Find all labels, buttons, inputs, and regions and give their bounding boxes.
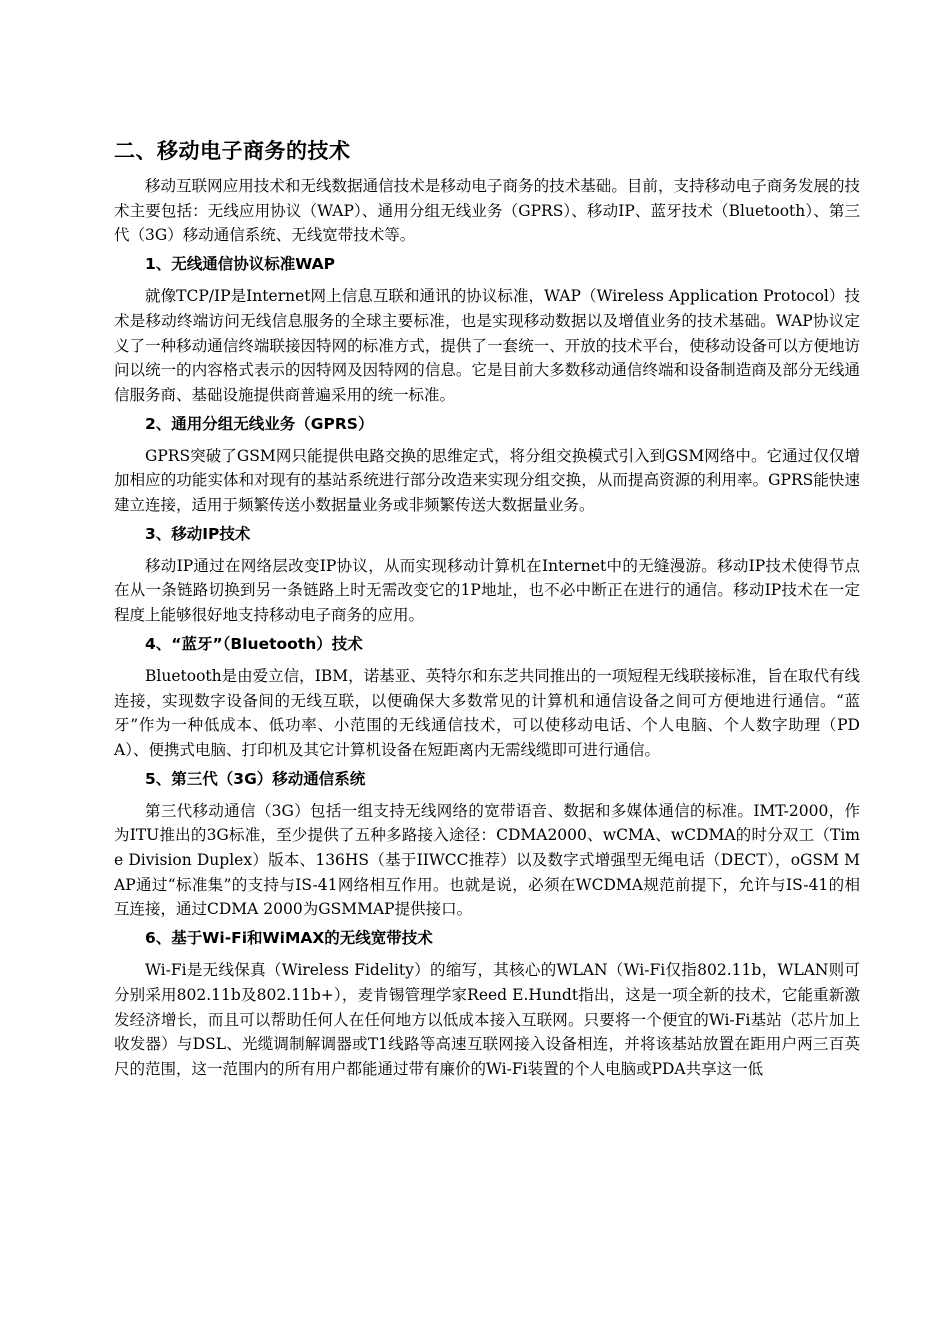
section-body-3g: 第三代移动通信（3G）包括一组支持无线网络的宽带语音、数据和多媒体通信的标准。IMT-2000，作为ITU推出的3G标准，至少提供了五种多路接入途径：CDMA2000、wCMA、wCDMA的时分双工（Time Division Duplex）版本、136HS（基于IIWCC推荐）以及数字式增强型无绳电话（DECT），oGSM MAP通过“标准集”的支持与IS-41网络相互作用。也就是说，必须在WCDMA规范前提下，允许与IS-41的相互连接，通过CDMA 2000为GSMMAP提供接口。: [114, 801, 860, 919]
section-heading-wifi-wimax: 6、基于Wi-Fi和WiMAX的无线宽带技术: [145, 929, 433, 948]
section-body-wap: 就像TCP/IP是Internet网上信息互联和通讯的协议标准，WAP（Wireless Application Protocol）技术是移动终端访问无线信息服务的全球主要标准，也是实现移动数据以及增值业务的技术基础。WAP协议定义了一种移动通信终端联接因特网的标准方式，提供了一套统一、开放的技术平台，使移动设备可以方便地访问以统一的内容格式表示的因特网及因特网的信息。它是目前大多数移动通信终端和设备制造商及部分无线通信服务商、基础设施提供商普遍采用的统一标准。: [114, 287, 860, 404]
section-body-gprs: GPRS突破了GSM网只能提供电路交换的思维定式，将分组交换模式引入到GSM网络中。它通过仅仅增加相应的功能实体和对现有的基站系统进行部分改造来实现分组交换，从而提高资源的利用率。GPRS能快速建立连接，适用于频繁传送小数据量业务或非频繁传送大数据量业务。: [114, 446, 860, 515]
section-heading-3g: 5、第三代（3G）移动通信系统: [145, 769, 366, 788]
section-body-mobile-ip: 移动IP通过在网络层改变IP协议，从而实现移动计算机在Internet中的无缝漫游。移动IP技术使得节点在从一条链路切换到另一条链路上时无需改变它的1P地址，也不必中断正在进行的通信。移动IP技术在一定程度上能够很好地支持移动电子商务的应用。: [114, 556, 860, 625]
section-body-wifi-wimax: Wi-Fi是无线保真（Wireless Fidelity）的缩写，其核心的WLAN（Wi-Fi仅指802.11b，WLAN则可分别采用802.11b及802.11b+），麦肯锡管理学家Reed E.Hundt指出，这是一项全新的技术，它能重新激发经济增长，而且可以帮助任何人在任何地方以低成本接入互联网。只要将一个便宜的Wi-Fi基站（芯片加上收发器）与DSL、光缆调制解调器或T1线路等高速互联网接入设备相连，并将该基站放置在距用户两三百英尺的范围，这一范围内的所有用户都能通过带有廉价的Wi-Fi装置的个人电脑或PDA共享这一低: [114, 961, 860, 1078]
document-page: [114, 134, 860, 1082]
section-body-bluetooth: Bluetooth是由爱立信，IBM，诺基亚、英特尔和东芝共同推出的一项短程无线联接标准，旨在取代有线连接，实现数字设备间的无线互联，以便确保大多数常见的计算机和通信设备之间可方便地进行通信。“蓝牙”作为一种低成本、低功率、小范围的无线通信技术，可以使移动电话、个人电脑、个人数字助理（PDA）、便携式电脑、打印机及其它计算机设备在短距离内无需线缆即可进行通信。: [114, 666, 860, 759]
section-heading-gprs: 2、通用分组无线业务（GPRS）: [145, 414, 374, 433]
section-heading-wap: 1、无线通信协议标准WAP: [145, 255, 336, 274]
section-heading-mobile-ip: 3、移动IP技术: [145, 524, 251, 543]
page-title: 二、移动电子商务的技术: [114, 139, 351, 163]
section-heading-bluetooth: 4、“蓝牙”（Bluetooth）技术: [145, 634, 363, 653]
intro-paragraph: 移动互联网应用技术和无线数据通信技术是移动电子商务的技术基础。目前，支持移动电子商务发展的技术主要包括：无线应用协议（WAP）、通用分组无线业务（GPRS）、移动IP、蓝牙技术（Bluetooth）、第三代（3G）移动通信系统、无线宽带技术等。: [114, 177, 860, 245]
